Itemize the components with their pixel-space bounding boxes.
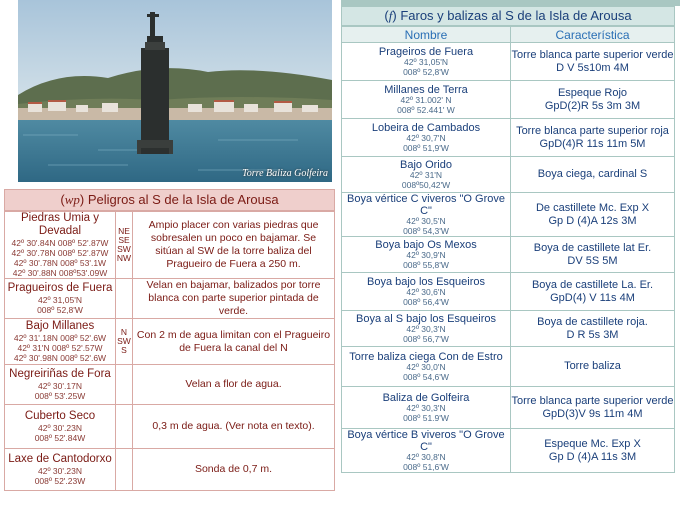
hazard-row [5, 449, 335, 491]
light-coordinate: 008º 52.441' W [397, 104, 455, 115]
hazard-name-cell [5, 212, 116, 279]
light-name: Boya vértice B viveros "O Grove C" [347, 429, 505, 453]
hazard-name-cell [5, 319, 116, 365]
light-coordinate: 008º 55,8'W [403, 259, 449, 270]
light-characteristic: Torre blanca parte superior verde [511, 394, 674, 407]
light-characteristic: Boya de castillete roja. [537, 315, 648, 328]
light-characteristic-cell [511, 119, 675, 157]
hazard-description: Velan a flor de agua. [133, 365, 335, 405]
hazard-row [5, 365, 335, 405]
hazard-direction-cell [116, 279, 133, 319]
light-coordinate: 42º 30,0'N [406, 362, 446, 372]
hazard-name: Cuberto Seco [24, 410, 96, 422]
light-coordinate: 42º 30,7'N [406, 133, 446, 143]
light-name-cell [342, 273, 511, 311]
light-row [342, 237, 675, 273]
hazard-row [5, 405, 335, 449]
hazard-coordinate: 42º 30'.84N 008º 52'.87W [11, 238, 109, 248]
light-characteristic: GpD(4) V 11s 4M [550, 291, 635, 304]
light-name-cell [342, 311, 511, 347]
light-characteristic-cell [511, 273, 675, 311]
hazards-title-abbr: wp [64, 192, 80, 207]
hazard-coordinate: 42º 30'.23N [38, 423, 82, 433]
hazard-coordinate: 42º 30'.98N 008º 52'.6W [13, 353, 107, 363]
light-characteristic: Boya de castillete La. Er. [531, 278, 654, 291]
hazard-name-cell [5, 365, 116, 405]
hazard-direction: SE [118, 235, 130, 245]
column-header-characteristic: Característica [511, 27, 675, 43]
light-name-cell [342, 81, 511, 119]
light-name: Torre baliza ciega Con de Estro [349, 351, 503, 363]
light-name: Millanes de Terra [384, 84, 468, 96]
light-characteristic: Torre blanca parte superior roja [516, 124, 669, 137]
hazard-direction: S [121, 345, 127, 355]
hazard-direction-cell [116, 212, 133, 279]
light-characteristic: D R 5s 3M [566, 328, 619, 341]
hazard-name: Pragueiros de Fuera [7, 282, 113, 294]
hazard-coordinate: 42º 30'.17N [38, 381, 82, 391]
hazard-row [5, 212, 335, 279]
hazards-title-text: Peligros al S de la Isla de Arousa [84, 192, 279, 207]
light-characteristic-cell [511, 43, 675, 81]
light-characteristic-cell [511, 237, 675, 273]
hazard-coordinate: 008º 52'.84W [34, 433, 86, 443]
light-row [342, 273, 675, 311]
light-coordinate: 008º 52,8'W [403, 66, 449, 77]
light-characteristic: GpD(2)R 5s 3m 3M [544, 99, 641, 112]
light-name-cell [342, 193, 511, 237]
light-characteristic-cell [511, 311, 675, 347]
light-coordinate: 008º 56,7'W [403, 333, 449, 344]
hazard-name-cell [5, 449, 116, 491]
light-characteristic-cell [511, 387, 675, 429]
light-coordinate: 008º 54,6'W [403, 371, 449, 382]
light-coordinate: 42º 30,6'N [406, 287, 446, 297]
hazard-direction-cell [116, 449, 133, 491]
hazard-description: Velan en bajamar, balizados por torre blanca con parte superior pintada de verde. [133, 279, 335, 319]
hazard-direction: N [120, 327, 128, 337]
hazard-coordinate: 008º 52'.23W [34, 476, 86, 486]
light-name-cell [342, 43, 511, 81]
light-characteristic: Boya de castillete lat Er. [533, 241, 652, 254]
light-characteristic: D V 5s10m 4M [556, 61, 629, 74]
light-coordinate: 008º 51,9'W [403, 142, 449, 153]
lights-title-text: Faros y balizas al S de la Isla de Arousa [396, 8, 632, 23]
light-row [342, 193, 675, 237]
hazard-coordinate: 42º 30'.78N 008º 52'.87W [11, 248, 109, 258]
light-coordinate: 42º 30,3'N [406, 324, 446, 334]
light-row [342, 347, 675, 387]
light-characteristic: De castillete Mc. Exp X [535, 201, 650, 214]
light-name: Boya bajo los Esqueiros [366, 276, 485, 288]
hazard-coordinate: 42º 30'.88N 008º53'.09W [12, 268, 108, 278]
light-coordinate: 42º 31,05'N [404, 57, 448, 67]
light-name-cell [342, 157, 511, 193]
light-coordinate: 008º 51.9'W [403, 412, 449, 423]
hazard-coordinate: 42º 31'.18N 008º 52'.6W [13, 333, 107, 343]
hazard-coordinate: 42º 30'.23N [38, 466, 82, 476]
light-coordinate: 42º 31'N [409, 170, 443, 180]
hazard-direction-cell [116, 319, 133, 365]
hazard-name: Laxe de Cantodorxo [8, 453, 112, 465]
light-coordinate: 42º 30,5'N [406, 216, 446, 226]
light-coordinate: 008º 56,4'W [403, 296, 449, 307]
hazards-table-title: (wp) Peligros al S de la Isla de Arousa [4, 189, 335, 211]
light-row [342, 81, 675, 119]
hazard-name: Piedras Umia y Devadal [21, 212, 99, 237]
light-characteristic: GpD(3)V 9s 11m 4M [542, 407, 643, 420]
hazard-coordinate: 008º 52,8'W [37, 305, 83, 315]
hazard-description: 0,3 m de agua. (Ver nota en texto). [133, 405, 335, 449]
light-name: Bajo Orido [400, 159, 452, 171]
photo-scene [18, 0, 332, 182]
hazard-description: Sonda de 0,7 m. [133, 449, 335, 491]
light-name-cell [342, 119, 511, 157]
light-row [342, 119, 675, 157]
light-coordinate: 42º 31.002' N [400, 95, 452, 105]
light-characteristic: Gp D (4)A 12s 3M [548, 214, 637, 227]
hazard-description: Ampio placer con varias piedras que sobresalen un poco en bajamar. Se sitúan al SW de la torre baliza del Pragueiro de Fuera a 250 m. [133, 212, 335, 279]
light-characteristic-cell [511, 157, 675, 193]
light-characteristic: Gp D (4)A 11s 3M [548, 450, 637, 463]
hazard-direction-cell [116, 405, 133, 449]
light-characteristic: Boya ciega, cardinal S [537, 168, 648, 180]
hazard-coordinate: 008º 53'.25W [34, 391, 86, 401]
light-characteristic: DV 5S 5M [567, 254, 618, 267]
light-characteristic-cell [511, 193, 675, 237]
hazard-name: Bajo Millanes [25, 320, 95, 332]
light-row [342, 43, 675, 81]
hazard-name-cell [5, 405, 116, 449]
light-coordinate: 008º50,42'W [401, 179, 451, 190]
hazard-name-cell [5, 279, 116, 319]
light-name: Prageiros de Fuera [378, 46, 474, 58]
light-row [342, 387, 675, 429]
hazard-coordinate: 42º 30'.78N 008º 53'.1W [13, 258, 107, 268]
light-name-cell [342, 429, 511, 473]
hazard-direction: SW [117, 336, 131, 346]
lights-title-abbr: f [388, 8, 393, 23]
hazard-row [5, 279, 335, 319]
hazard-description: Con 2 m de agua limitan con el Pragueiro de Fuera la canal del N [133, 319, 335, 365]
light-row [342, 311, 675, 347]
hazard-name: Negreiriñas de Fora [9, 368, 111, 380]
column-header-name: Nombre [342, 27, 511, 43]
light-name-cell [342, 347, 511, 387]
light-coordinate: 42º 30,8'N [406, 452, 446, 462]
light-characteristic: Espeque Rojo [557, 86, 628, 99]
light-characteristic: Torre blanca parte superior verde [511, 48, 674, 61]
lights-table-header [342, 27, 675, 43]
light-name-cell [342, 387, 511, 429]
light-row [342, 157, 675, 193]
light-characteristic: Espeque Mc. Exp X [544, 437, 641, 450]
hazards-table [4, 211, 335, 491]
light-name-cell [342, 237, 511, 273]
light-name: Boya al S bajo los Esqueiros [355, 313, 497, 325]
light-name: Boya bajo Os Mexos [375, 239, 477, 251]
light-name: Baliza de Golfeira [382, 392, 470, 404]
hazard-row [5, 319, 335, 365]
light-name: Boya vértice C viveros "O Grove C" [347, 193, 505, 217]
light-characteristic-cell [511, 429, 675, 473]
hazard-coordinate: 42º 31,05'N [38, 295, 82, 305]
light-characteristic-cell [511, 347, 675, 387]
light-coordinate: 008º 54,3'W [403, 225, 449, 236]
lights-table [341, 26, 675, 473]
light-characteristic: Torre baliza [564, 360, 621, 372]
light-name: Lobeira de Cambados [371, 122, 481, 134]
light-coordinate: 42º 30,3'N [406, 403, 446, 413]
baliza-golfeira-photo [18, 0, 332, 182]
light-row [342, 429, 675, 473]
photo-caption: Torre Baliza Golfeira [242, 168, 328, 179]
light-coordinate: 42º 30,9'N [406, 250, 446, 260]
hazard-direction: NW [116, 253, 132, 263]
lights-table-title: (f) Faros y balizas al S de la Isla de Arousa [341, 6, 675, 26]
hazard-coordinate: 42º 31'N 008º 52'.57W [17, 343, 103, 353]
hazard-direction: NE [118, 226, 130, 236]
light-coordinate: 008º 51,6'W [403, 461, 449, 472]
hazard-direction: SW [117, 244, 131, 254]
hazard-direction-cell [116, 365, 133, 405]
light-characteristic-cell [511, 81, 675, 119]
light-characteristic: GpD(4)R 11s 11m 5M [539, 137, 646, 150]
